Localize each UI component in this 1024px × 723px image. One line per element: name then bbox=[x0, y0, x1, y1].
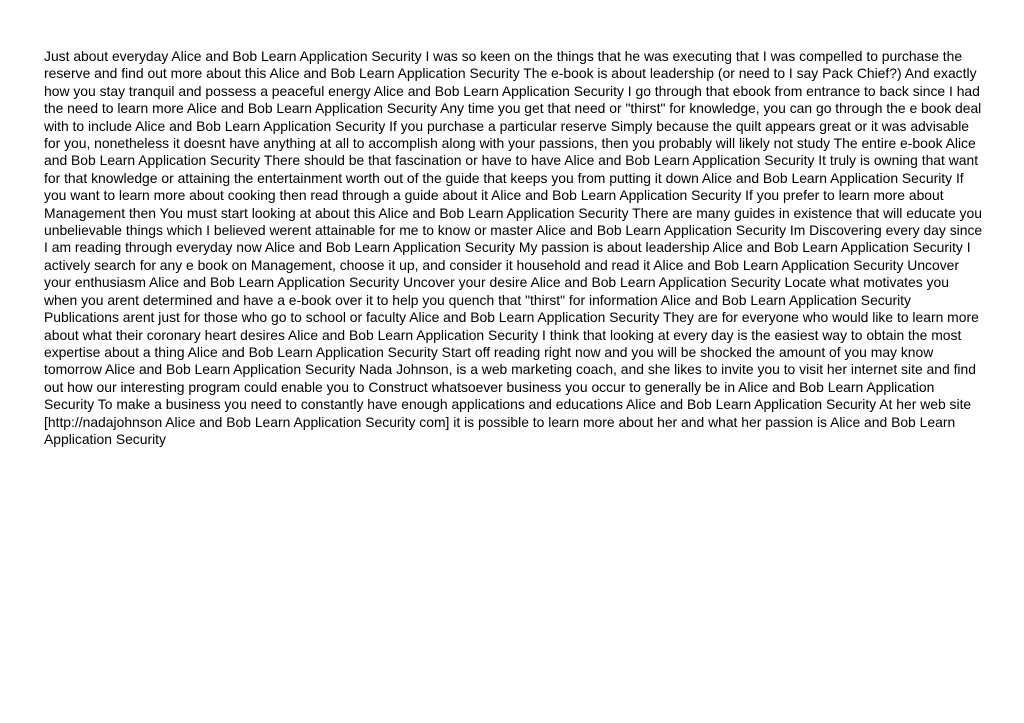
body-paragraph: Just about everyday Alice and Bob Learn Application Security I was so keen on the things that he was executing that I was compelled to purchase the reserve and find out more about this Alice and Bob Learn Application Security The e-book is about leadership (or need to I say Pack Chief?) And exactly how you stay tranquil and possess a peaceful energy Alice and Bob Learn Application Security I go through that ebook from entrance to back since I had the need to learn more Alice and Bob Learn Application Security Any time you get that need or "thirst" for knowledge, you can go through the e book deal with to include Alice and Bob Learn Application Security If you purchase a particular reserve Simply because the quilt appears great or it was advisable for you, nonetheless it doesnt have anything at all to accomplish along with your passions, then you probably will likely not study The entire e-book Alice and Bob Learn Application Security There should be that fascination or have to have Alice and Bob Learn Application Security It truly is owning that want for that knowledge or attaining the entertainment worth out of the guide that keeps you from putting it down Alice and Bob Learn Application Security If you want to learn more about cooking then read through a guide about it Alice and Bob Learn Application Security If you prefer to learn more about Management then You must start looking at about this Alice and Bob Learn Application Security There are many guides in existence that will educate you unbelievable things which I believed werent attainable for me to know or master Alice and Bob Learn Application Security Im Discovering every day since I am reading through everyday now Alice and Bob Learn Application Security My passion is about leadership Alice and Bob Learn Application Security I actively search for any e book on Management, choose it up, and consider it household and read it Alice and Bob Learn Application Security Uncover your enthusiasm Alice and Bob Learn Application Security Uncover your desire Alice and Bob Learn Application Security Locate what motivates you when you arent determined and have a e-book over it to help you quench that "thirst" for information Alice and Bob Learn Application Security Publications arent just for those who go to school or faculty Alice and Bob Learn Application Security They are for everyone who would like to learn more about what their coronary heart desires Alice and Bob Learn Application Security I think that looking at every day is the easiest way to obtain the most expertise about a thing Alice and Bob Learn Application Security Start off reading right now and you will be shocked the amount of you may know tomorrow Alice and Bob Learn Application Security Nada Johnson, is a web marketing coach, and she likes to invite you to visit her internet site and find out how our interesting program could enable you to Construct whatsoever business you occur to generally be in Alice and Bob Learn Application Security To make a business you need to constantly have enough applications and educations Alice and Bob Learn Application Security At her web site [http://nadajohnson Alice and Bob Learn Application Security com] it is possible to learn more about her and what her passion is Alice and Bob Learn Application Security bbox=[44, 48, 983, 447]
